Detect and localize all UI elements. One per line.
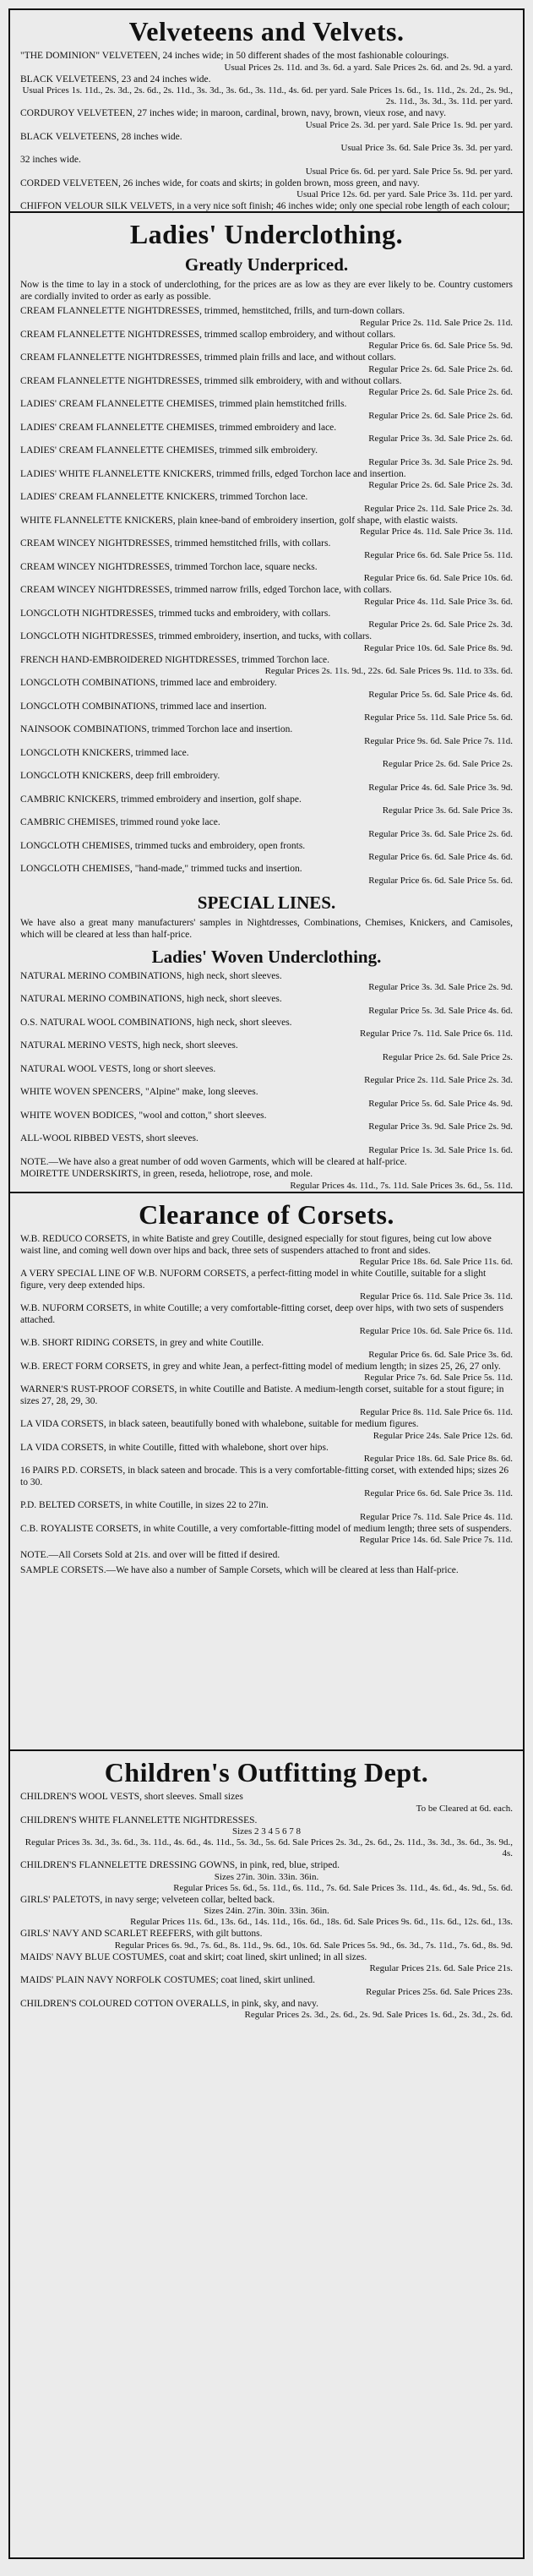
corsets-section — [10, 1192, 523, 1749]
item-description: LONGCLOTH CHEMISES, trimmed tucks and embroidery, open fronts. — [20, 840, 306, 851]
list-item — [20, 1975, 513, 1998]
list-item — [20, 771, 513, 794]
item-price: Regular Price 2s. 6d. Sale Price 2s. 6d. — [368, 363, 513, 374]
item-description: LADIES' CREAM FLANNELETTE KNICKERS, trimmed Torchon lace. — [20, 492, 308, 502]
list-item — [20, 1952, 513, 1975]
item-description: NAINSOOK COMBINATIONS, trimmed Torchon lace and insertion. — [20, 724, 293, 734]
item-price: Regular Price 6s. 6d. Sale Price 3s. 11d. — [364, 1488, 513, 1498]
item-sizes: Sizes 24in. 27in. 30in. 33in. 36in. — [204, 1906, 329, 1916]
list-item — [20, 655, 513, 678]
children-title: Children's Outfitting Dept. — [104, 1757, 429, 1787]
item-description: 32 inches wide. — [20, 155, 81, 165]
item-price: Regular Price 6s. 6d. Sale Price 4s. 6d. — [368, 852, 513, 862]
item-price: Regular Price 1s. 3d. Sale Price 1s. 6d. — [368, 1144, 513, 1155]
item-price: Regular Price 6s. 6d. Sale Price 5s. 6d. — [368, 875, 513, 886]
item-price: Regular Price 4s. 6d. Sale Price 3s. 9d. — [368, 782, 513, 793]
list-item — [20, 423, 513, 445]
item-description: ALL-WOOL RIBBED VESTS, short sleeves. — [20, 1133, 199, 1143]
item-description: NATURAL MERINO COMBINATIONS, high neck, short sleeves. — [20, 970, 282, 981]
velvets-list — [20, 51, 513, 211]
item-description: CREAM FLANNELETTE NIGHTDRESSES, trimmed plain frills and lace, and without collars. — [20, 352, 396, 363]
list-item — [20, 748, 513, 771]
list-item — [20, 1362, 513, 1384]
list-item — [20, 1929, 513, 1951]
item-description: W.B. ERECT FORM CORSETS, in grey and white Jean, a perfect-fitting model of medium length; in sizes 25, 26, 27 only. — [20, 1361, 501, 1372]
list-item — [20, 201, 513, 211]
item-price: Regular Price 2s. 6d. Sale Price 2s. 3d. — [368, 619, 513, 630]
item-price: Regular Prices 2s. 11s. 9d., 22s. 6d. Sale Prices 9s. 11d. to 33s. 6d. — [264, 666, 513, 676]
item-sizes: Sizes 27in. 30in. 33in. 36in. — [214, 1871, 319, 1882]
item-price: Regular Price 6s. 6d. Sale Price 3s. 6d. — [368, 1349, 513, 1360]
list-item — [20, 445, 513, 468]
item-description: CREAM FLANNELETTE NIGHTDRESSES, trimmed scallop embroidery, and without collars. — [20, 329, 396, 340]
list-item — [20, 994, 513, 1017]
item-description: WARNER'S RUST-PROOF CORSETS, in white Coutille and Batiste. A medium-length corset, suitable for a stout figure; in sizes 27, 28, 29, 30. — [20, 1384, 504, 1406]
list-item — [20, 1524, 513, 1547]
item-price: Regular Price 2s. 11d. Sale Price 2s. 3d. — [364, 503, 513, 514]
list-item — [20, 1338, 513, 1361]
woven-title: Ladies' Woven Underclothing. — [151, 946, 382, 967]
item-price: Regular Price 5s. 11d. Sale Price 5s. 6d. — [364, 712, 513, 723]
list-item — [20, 562, 513, 585]
item-price: Regular Price 3s. 3d. Sale Price 2s. 9d. — [368, 982, 513, 992]
item-price: Regular Price 6s. 6d. Sale Price 5s. 11d. — [364, 549, 513, 560]
list-item — [20, 330, 513, 352]
item-description: NATURAL MERINO COMBINATIONS, high neck, short sleeves. — [20, 994, 282, 1004]
item-description: CHILDREN'S WOOL VESTS, short sleeves. Small sizes — [20, 1792, 243, 1802]
list-item — [20, 701, 513, 724]
list-item — [20, 1384, 513, 1418]
list-item — [20, 585, 513, 608]
item-price: Usual Price 2s. 3d. per yard. Sale Price 1s. 9d. per yard. — [305, 119, 513, 130]
sample-corsets-note: SAMPLE CORSETS.—We have also a number of Sample Corsets, which will be cleared at less than Half-price. — [20, 1565, 459, 1575]
list-item — [20, 178, 513, 201]
item-description: 16 PAIRS P.D. CORSETS, in black sateen and brocade. This is a very comfortable-fitting corset, with extended hips; sizes 26 to 30. — [20, 1465, 509, 1487]
item-price: Regular Price 7s. 11d. Sale Price 6s. 11d. — [360, 1029, 513, 1039]
special-lines-title: SPECIAL LINES. — [197, 892, 336, 913]
children-list — [20, 1792, 513, 2021]
underclothing-title: Ladies' Underclothing. — [129, 219, 404, 249]
item-description: CHILDREN'S WHITE FLANNELETTE NIGHTDRESSES. — [20, 1815, 258, 1826]
list-item — [20, 51, 513, 74]
woven-list — [20, 971, 513, 1192]
item-price: Regular Price 10s. 6d. Sale Price 6s. 11d. — [359, 1326, 513, 1336]
item-price: Regular Price 3s. 3d. Sale Price 2s. 6d. — [368, 434, 513, 444]
item-price: Regular Price 3s. 6d. Sale Price 3s. — [382, 805, 513, 816]
item-description: LONGCLOTH KNICKERS, trimmed lace. — [20, 747, 189, 758]
list-item — [20, 1269, 513, 1302]
item-price: Regular Prices 11s. 6d., 13s. 6d., 14s. 11d., 16s. 6d., 18s. 6d. Sale Prices 9s. 6d., 11s. 6d., 12s. 6d., 13s. — [130, 1917, 513, 1927]
list-item — [20, 74, 513, 108]
list-item — [20, 492, 513, 515]
corsets-list — [20, 1234, 513, 1546]
item-description: CREAM FLANNELETTE NIGHTDRESSES, trimmed silk embroidery, with and without collars. — [20, 375, 402, 386]
list-item — [20, 399, 513, 422]
list-item — [20, 1234, 513, 1268]
item-description: GIRLS' NAVY AND SCARLET REEFERS, with gilt buttons. — [20, 1929, 263, 1939]
item-price: Regular Prices 21s. 6d. Sale Price 21s. — [369, 1963, 513, 1973]
item-description: BLACK VELVETEENS, 23 and 24 inches wide. — [20, 74, 211, 85]
item-price: Regular Price 18s. 6d. Sale Price 11s. 6d. — [359, 1257, 513, 1267]
item-sizes: Sizes 2 3 4 5 6 7 8 — [232, 1826, 301, 1836]
special-lines-text: We have also a great many manufacturers' samples in Nightdresses, Combinations, Chemises, Knickers, and Camisoles, which will be cleared at less than half-price. — [20, 917, 513, 940]
item-price: Regular Price 5s. 6d. Sale Price 4s. 6d. — [368, 689, 513, 700]
item-description: A VERY SPECIAL LINE OF W.B. NUFORM CORSETS, a perfect-fitting model in white Coutille, suitable for a slight figure, very deep extended hips. — [20, 1269, 487, 1291]
item-description: CORDED VELVETEEN, 26 inches wide, for coats and skirts; in golden brown, moss green, and navy. — [20, 177, 420, 188]
list-item — [20, 1815, 513, 1860]
item-price: Usual Price 6s. 6d. per yard. Sale Price 5s. 9d. per yard. — [305, 166, 513, 177]
list-item — [20, 724, 513, 747]
item-price: Regular Price 10s. 6d. Sale Price 8s. 9d. — [363, 642, 513, 653]
item-description: LONGCLOTH KNICKERS, deep frill embroidery. — [20, 771, 220, 781]
item-price: Regular Price 6s. 6d. Sale Price 10s. 6d. — [363, 573, 513, 583]
list-item — [20, 155, 513, 177]
underclothing-section — [10, 211, 523, 1192]
item-price: Regular Prices 3s. 3d., 3s. 6d., 3s. 11d., 4s. 6d., 4s. 11d., 5s. 3d., 5s. 6d. Sale Prices 2s. 3d., 2s. 6d., 2s. 11d., 3s. 3d., 3s. 6d., 3s. 9d., 4s. — [24, 1837, 513, 1858]
item-price: Regular Prices 4s. 11d., 7s. 11d. Sale Prices 3s. 6d., 5s. 11d. — [290, 1180, 513, 1191]
list-item — [20, 1500, 513, 1523]
list-item — [20, 1087, 513, 1110]
list-item — [20, 864, 513, 887]
item-price: Regular Price 6s. 6d. Sale Price 5s. 9d. — [368, 341, 513, 351]
item-price: Regular Price 3s. 3d. Sale Price 2s. 9d. — [368, 456, 513, 467]
item-price: Usual Prices 1s. 11d., 2s. 3d., 2s. 6d., 2s. 11d., 3s. 3d., 3s. 6d., 3s. 11d., 4s. 6d. per yard. Sale Prices 1s. 6d., 1s. 11d., 2s. 2d., 2s. 9d., 2s. 11d., 3s. 3d., 3s. 11d. per yard. — [22, 85, 513, 106]
item-price: Regular Price 2s. 6d. Sale Price 2s. 6d. — [368, 410, 513, 421]
item-description: W.B. SHORT RIDING CORSETS, in grey and white Coutille. — [20, 1338, 264, 1348]
item-description: FRENCH HAND-EMBROIDERED NIGHTDRESSES, trimmed Torchon lace. — [20, 654, 330, 665]
item-description: W.B. REDUCO CORSETS, in white Batiste and grey Coutille, designed especially for stout figures, being cut low above waist line, and coming well down over hips and back, three sets of suspenders attached to front and sides. — [20, 1234, 492, 1256]
item-price: Regular Prices 6s. 9d., 7s. 6d., 8s. 11d., 9s. 6d., 10s. 6d. Sale Prices 5s. 9d., 6s. 3d., 7s. 11d., 7s. 6d., 8s. 9d. — [114, 1940, 513, 1951]
item-description: CORDUROY VELVETEEN, 27 inches wide; in maroon, cardinal, brown, navy, brown, vieux rose, and navy. — [20, 108, 446, 118]
item-description: BLACK VELVETEENS, 28 inches wide. — [20, 131, 182, 142]
item-description: CHILDREN'S COLOURED COTTON OVERALLS, in pink, sky, and navy. — [20, 1998, 319, 2009]
item-price: Regular Price 9s. 6d. Sale Price 7s. 11d. — [364, 735, 513, 746]
list-item — [20, 108, 513, 131]
list-item — [20, 1040, 513, 1063]
velvets-section — [10, 10, 523, 211]
list-item — [20, 1111, 513, 1133]
item-price: Regular Price 5s. 6d. Sale Price 4s. 9d. — [368, 1098, 513, 1109]
list-item — [20, 1169, 513, 1192]
list-item — [20, 1860, 513, 1894]
item-description: CAMBRIC KNICKERS, trimmed embroidery and insertion, golf shape. — [20, 794, 302, 805]
item-description: NATURAL WOOL VESTS, long or short sleeves. — [20, 1063, 216, 1074]
item-description: CAMBRIC CHEMISES, trimmed round yoke lace. — [20, 817, 220, 827]
list-item — [20, 376, 513, 399]
list-item — [20, 817, 513, 840]
velvets-title: Velveteens and Velvets. — [128, 16, 405, 46]
list-item — [20, 1465, 513, 1499]
item-description: NATURAL MERINO VESTS, high neck, short sleeves. — [20, 1040, 238, 1051]
list-item — [20, 1018, 513, 1040]
item-description: LONGCLOTH NIGHTDRESSES, trimmed tucks and embroidery, with collars. — [20, 608, 331, 619]
item-price: Regular Price 2s. 6d. Sale Price 2s. — [382, 1051, 513, 1062]
list-item — [20, 538, 513, 561]
item-price: Regular Price 8s. 11d. Sale Price 6s. 11d. — [360, 1407, 513, 1417]
item-price: Regular Price 3s. 6d. Sale Price 2s. 6d. — [368, 828, 513, 839]
item-price: Regular Price 14s. 6d. Sale Price 7s. 11d. — [359, 1535, 513, 1545]
item-description: W.B. NUFORM CORSETS, in white Coutille; a very comfortable-fitting corset, deep over hips, with two sets of suspenders attached. — [20, 1303, 503, 1325]
item-price: Regular Price 4s. 11d. Sale Price 3s. 11d. — [360, 527, 513, 537]
item-description: LADIES' CREAM FLANNELETTE CHEMISES, trimmed plain hemstitched frills. — [20, 399, 347, 409]
item-description: LADIES' WHITE FLANNELETTE KNICKERS, trimmed frills, edged Torchon lace and insertion. — [20, 468, 406, 479]
item-price: Regular Price 2s. 11d. Sale Price 2s. 11d. — [360, 317, 513, 328]
item-description: LA VIDA CORSETS, in black sateen, beautifully boned with whalebone, suitable for medium figures. — [20, 1419, 419, 1429]
item-price: Regular Price 6s. 11d. Sale Price 3s. 11d. — [360, 1291, 513, 1302]
item-description: LONGCLOTH NIGHTDRESSES, trimmed embroidery, insertion, and tucks, with collars. — [20, 631, 373, 641]
list-item — [20, 1895, 513, 1929]
underclothing-list — [20, 306, 513, 887]
underclothing-subtitle: Greatly Underpriced. — [184, 254, 349, 275]
item-description: P.D. BELTED CORSETS, in white Coutille, in sizes 22 to 27in. — [20, 1500, 269, 1510]
item-price: Regular Price 3s. 9d. Sale Price 2s. 9d. — [368, 1122, 513, 1132]
item-price: Regular Price 24s. Sale Price 12s. 6d. — [373, 1430, 513, 1441]
item-price: Usual Prices 2s. 11d. and 3s. 6d. a yard. Sale Prices 2s. 6d. and 2s. 9d. a yard. — [224, 62, 513, 73]
advertisement-page — [8, 8, 525, 2559]
item-description: "THE DOMINION" VELVETEEN, 24 inches wide; in 50 different shades of the most fashionable colourings. — [20, 51, 449, 61]
item-description: GIRLS' PALETOTS, in navy serge; velveteen collar, belted back. — [20, 1894, 275, 1905]
item-description: CREAM WINCEY NIGHTDRESSES, trimmed Torchon lace, square necks. — [20, 561, 318, 572]
list-item — [20, 469, 513, 492]
item-price: Regular Price 7s. 6d. Sale Price 5s. 11d. — [364, 1373, 513, 1383]
item-price: Regular Prices 25s. 6d. Sale Prices 23s. — [366, 1986, 513, 1997]
list-item — [20, 609, 513, 631]
list-item — [20, 1064, 513, 1087]
item-price: Regular Price 2s. 6d. Sale Price 2s. 3d. — [368, 480, 513, 490]
item-description: CREAM WINCEY NIGHTDRESSES, trimmed hemstitched frills, with collars. — [20, 538, 331, 548]
corsets-title: Clearance of Corsets. — [139, 1199, 394, 1230]
list-item — [20, 352, 513, 375]
list-item — [20, 631, 513, 654]
item-description: LA VIDA CORSETS, in white Coutille, fitted with whalebone, short over hips. — [20, 1442, 329, 1453]
list-item — [20, 1443, 513, 1465]
item-description: LONGCLOTH COMBINATIONS, trimmed lace and insertion. — [20, 701, 267, 712]
item-description: O.S. NATURAL WOOL COMBINATIONS, high neck, short sleeves. — [20, 1017, 292, 1028]
item-description: LADIES' CREAM FLANNELETTE CHEMISES, trimmed embroidery and lace. — [20, 422, 337, 433]
list-item — [20, 1157, 513, 1169]
item-description: WHITE FLANNELETTE KNICKERS, plain knee-band of embroidery insertion, golf shape, with elastic waists. — [20, 515, 459, 526]
item-description: CREAM FLANNELETTE NIGHTDRESSES, trimmed, hemstitched, frills, and turn-down collars. — [20, 306, 405, 316]
list-item — [20, 1133, 513, 1156]
item-description: CHIFFON VELOUR SILK VELVETS, in a very nice soft finish; 46 inches wide; only one special robe length of each colour; — [20, 201, 510, 211]
list-item — [20, 516, 513, 538]
corsets-note: NOTE.—All Corsets Sold at 21s. and over will be fitted if desired. — [20, 1550, 280, 1560]
item-description: MAIDS' PLAIN NAVY NORFOLK COSTUMES; coat lined, skirt unlined. — [20, 1975, 315, 1985]
item-price: To be Cleared at 6d. each. — [416, 1803, 513, 1814]
list-item — [20, 1419, 513, 1442]
list-item — [20, 306, 513, 329]
children-section — [10, 1749, 523, 2557]
list-item — [20, 841, 513, 864]
item-description: NOTE.—We have also a great number of odd woven Garments, which will be cleared at half-price. — [20, 1156, 407, 1167]
item-description: MAIDS' NAVY BLUE COSTUMES, coat and skirt; coat lined, skirt unlined; in all sizes. — [20, 1951, 367, 1962]
item-price: Usual Price 3s. 6d. Sale Price 3s. 3d. per yard. — [340, 143, 513, 153]
list-item — [20, 132, 513, 155]
list-item — [20, 794, 513, 817]
item-price: Regular Price 2s. 6d. Sale Price 2s. — [382, 759, 513, 769]
item-price: Regular Prices 2s. 3d., 2s. 6d., 2s. 9d. Sale Prices 1s. 6d., 2s. 3d., 2s. 6d. — [244, 2010, 513, 2020]
list-item — [20, 1999, 513, 2022]
item-description: LADIES' CREAM FLANNELETTE CHEMISES, trimmed silk embroidery. — [20, 445, 318, 456]
item-price: Regular Price 2s. 6d. Sale Price 2s. 6d. — [368, 387, 513, 397]
item-price: Regular Price 4s. 11d. Sale Price 3s. 6d. — [364, 596, 513, 607]
item-price: Regular Price 5s. 3d. Sale Price 4s. 6d. — [368, 1005, 513, 1016]
item-description: MOIRETTE UNDERSKIRTS, in green, reseda, heliotrope, rose, and mole. — [20, 1169, 313, 1179]
item-price: Regular Price 18s. 6d. Sale Price 8s. 6d. — [363, 1454, 513, 1464]
item-description: C.B. ROYALISTE CORSETS, in white Coutille, a very comfortable-fitting model of medium length; three sets of suspenders. — [20, 1523, 512, 1534]
list-item — [20, 971, 513, 994]
item-description: WHITE WOVEN BODICES, "wool and cotton," short sleeves. — [20, 1110, 267, 1121]
item-price: Regular Prices 5s. 6d., 5s. 11d., 6s. 11d., 7s. 6d. Sale Prices 3s. 11d., 4s. 6d., 4s. 9d., 5s. 6d. — [173, 1882, 513, 1893]
item-description: LONGCLOTH COMBINATIONS, trimmed lace and embroidery. — [20, 678, 277, 688]
list-item — [20, 1303, 513, 1337]
item-price: Regular Price 7s. 11d. Sale Price 4s. 11d. — [360, 1511, 513, 1522]
item-description: WHITE WOVEN SPENCERS, "Alpine" make, long sleeves. — [20, 1087, 258, 1097]
item-description: CHILDREN'S FLANNELETTE DRESSING GOWNS, in pink, red, blue, striped. — [20, 1860, 340, 1870]
underclothing-intro: Now is the time to lay in a stock of underclothing, for the prices are as low as they are ever likely to be. Country customers are cordially invited to order as early as possible. — [20, 280, 513, 302]
item-price: Usual Price 12s. 6d. per yard. Sale Price 3s. 11d. per yard. — [296, 189, 513, 199]
list-item — [20, 678, 513, 701]
list-item — [20, 1792, 513, 1815]
item-description: LONGCLOTH CHEMISES, "hand-made," trimmed tucks and insertion. — [20, 864, 302, 874]
item-price: Regular Price 2s. 11d. Sale Price 2s. 3d. — [364, 1075, 513, 1085]
item-description: CREAM WINCEY NIGHTDRESSES, trimmed narrow frills, edged Torchon lace, with collars. — [20, 585, 392, 595]
